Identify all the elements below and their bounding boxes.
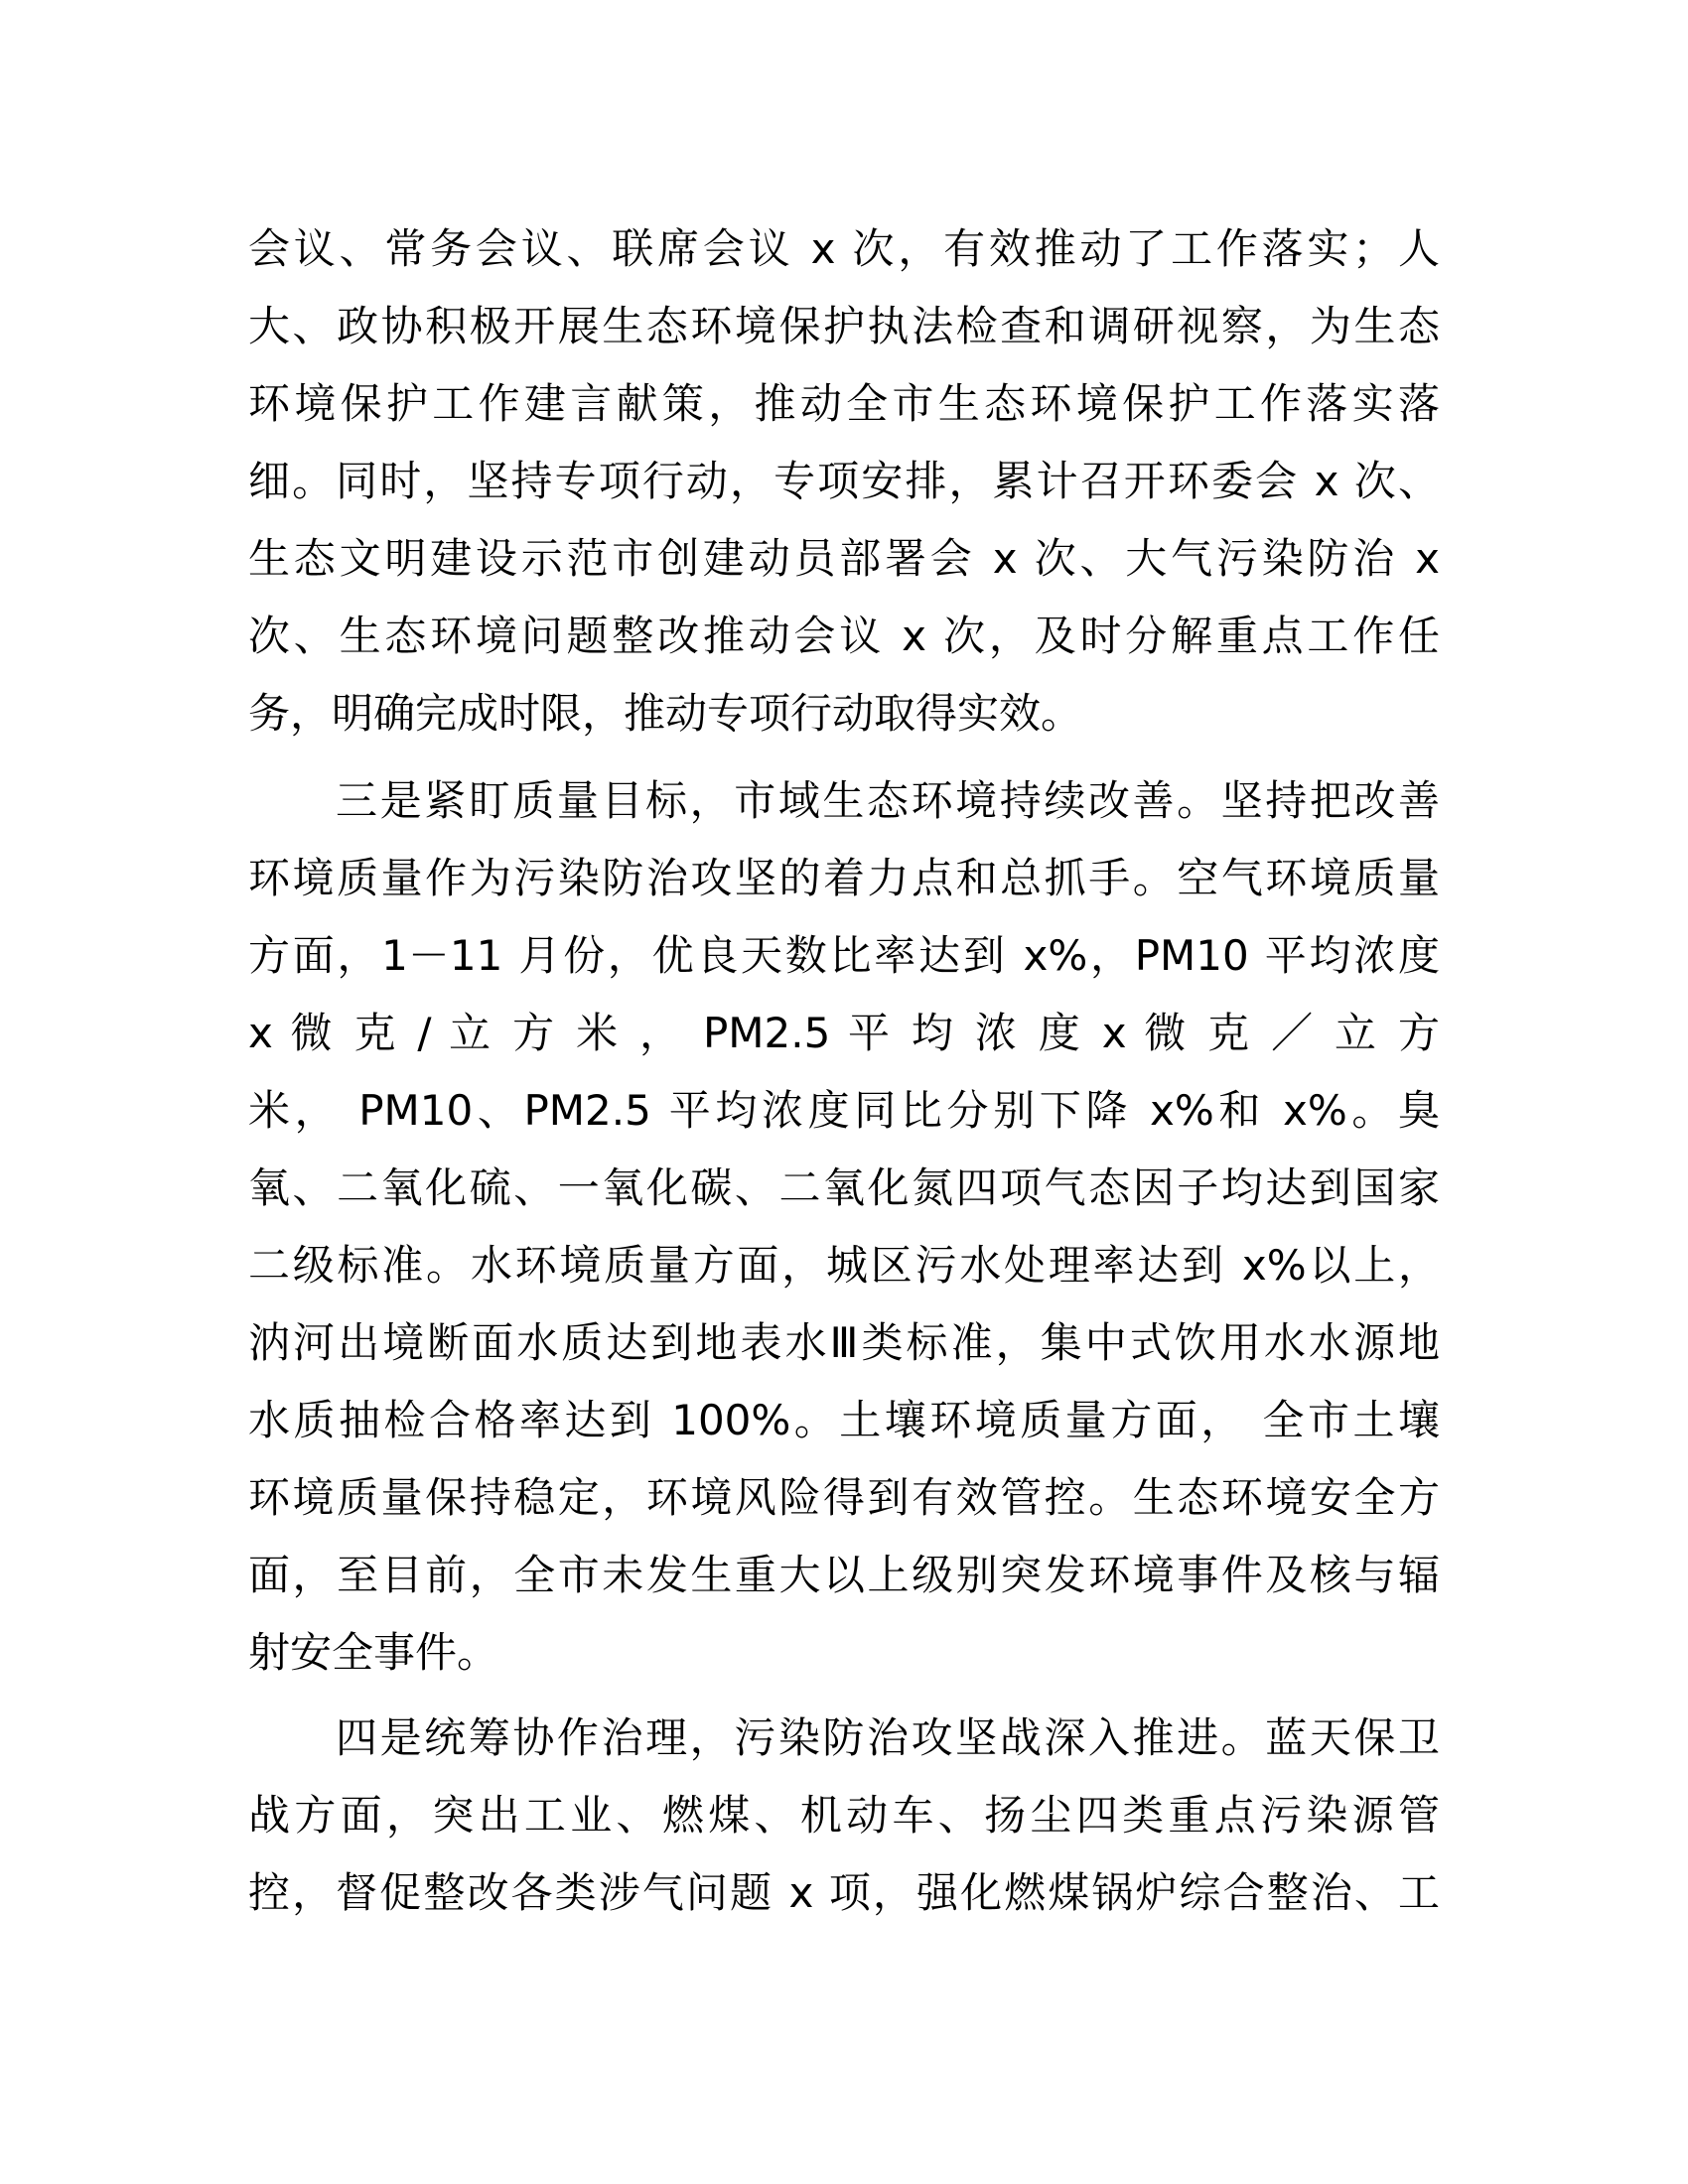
text-line: 务，明确完成时限，推动专项行动取得实效。 — [248, 689, 1083, 738]
text-line: 环境质量作为污染防治攻坚的着力点和总抓手。空气环境质量 — [248, 854, 1440, 902]
text-line: 战方面，突出工业、燃煤、机动车、扬尘四类重点污染源管 — [248, 1791, 1440, 1840]
text-line: 三是紧盯质量目标，市域生态环境持续改善。坚持把改善 — [336, 776, 1440, 825]
paragraph-three — [248, 762, 1440, 1692]
text-line: 方面，1－11 月份，优良天数比率达到 x%，PM10 平均浓度 — [248, 931, 1440, 980]
text-line: 四是统筹协作治理，污染防治攻坚战深入推进。蓝天保卫 — [336, 1713, 1440, 1762]
text-line: 次、生态环境问题整改推动会议 x 次，及时分解重点工作任 — [248, 612, 1440, 660]
text-line: 生态文明建设示范市创建动员部署会 x 次、大气污染防治 x — [248, 534, 1440, 583]
text-line: 水质抽检合格率达到 100%。土壤环境质量方面， 全市土壤 — [248, 1396, 1440, 1444]
text-line: 会议、常务会议、联席会议 x 次，有效推动了工作落实；人 — [248, 224, 1440, 273]
text-line: 米， PM10、PM2.5 平均浓度同比分别下降 x%和 x%。臭 — [248, 1086, 1440, 1135]
paragraph-continuation — [248, 210, 1440, 752]
text-line: 氧、二氧化硫、一氧化碳、二氧化氮四项气态因子均达到国家 — [248, 1163, 1440, 1212]
text-line: 汭河出境断面水质达到地表水Ⅲ类标准，集中式饮用水水源地 — [248, 1318, 1440, 1367]
text-line: 环境质量保持稳定，环境风险得到有效管控。生态环境安全方 — [248, 1473, 1440, 1522]
text-line: x 微 克 / 立 方 米 ， PM2.5 平 均 浓 度 x 微 克 ／ 立 方 — [248, 1009, 1440, 1057]
text-line: 控，督促整改各类涉气问题 x 项，强化燃煤锅炉综合整治、工 — [248, 1868, 1440, 1917]
text-line: 细。同时，坚持专项行动，专项安排，累计召开环委会 x 次、 — [248, 457, 1440, 505]
text-line: 二级标准。水环境质量方面，城区污水处理率达到 x%以上， — [248, 1241, 1440, 1290]
text-line: 面，至目前，全市未发生重大以上级别突发环境事件及核与辐 — [248, 1551, 1440, 1599]
text-line: 大、政协积极开展生态环境保护执法检查和调研视察，为生态 — [248, 302, 1440, 350]
text-line: 射安全事件。 — [248, 1628, 499, 1677]
paragraph-four — [248, 1700, 1440, 1932]
text-line: 环境保护工作建言献策，推动全市生态环境保护工作落实落 — [248, 379, 1440, 428]
